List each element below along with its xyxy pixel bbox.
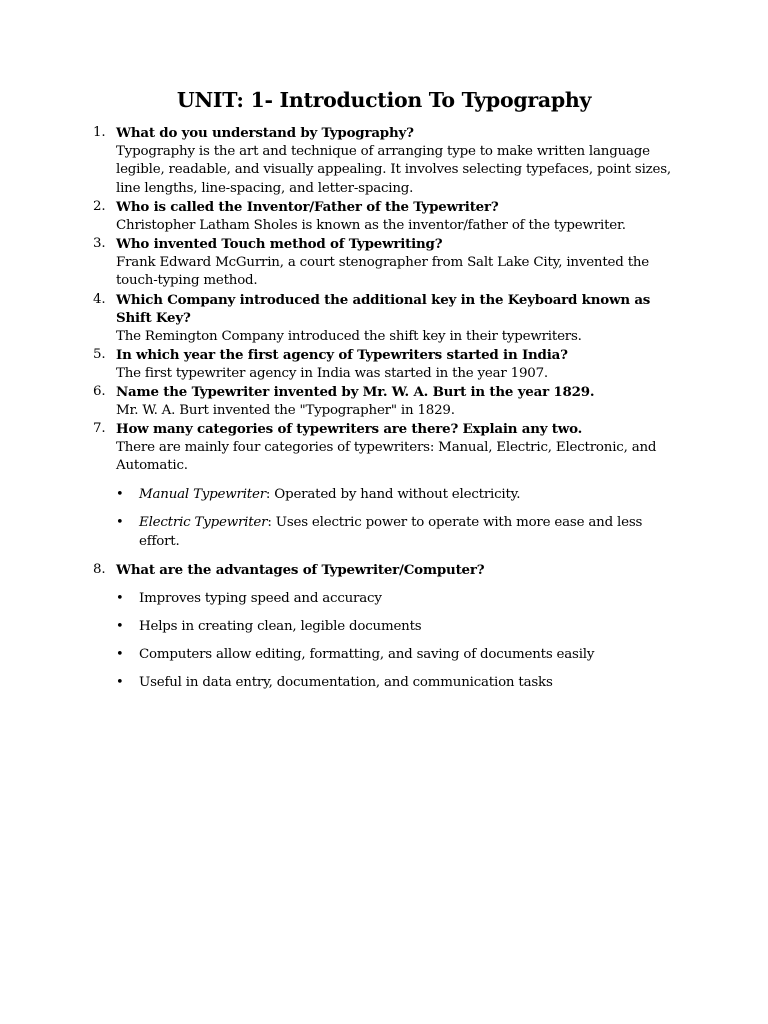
page-title: UNIT: 1- Introduction To Typography bbox=[176, 88, 592, 112]
answer-text: Mr. W. A. Burt invented the "Typographer" in 1829. bbox=[116, 402, 455, 418]
answer-text: Typography is the art and technique of arranging type to make written language legible, readable, and visually appealing. It involves selecting typefaces, point sizes, line lengths, line-spacing, and letter-spacing. bbox=[116, 143, 671, 196]
typewriter-categories-list bbox=[116, 486, 678, 552]
bullet-term: Electric Typewriter bbox=[139, 515, 268, 530]
list-item bbox=[116, 590, 678, 609]
list-item bbox=[116, 618, 678, 637]
answer-text: The first typewriter agency in India was started in the year 1907. bbox=[116, 365, 548, 381]
answer-text: Christopher Latham Sholes is known as the inventor/father of the typewriter. bbox=[116, 217, 626, 233]
question-item-3 bbox=[0, 235, 768, 291]
bullet-text: Useful in data entry, documentation, and communication tasks bbox=[139, 674, 553, 690]
list-item bbox=[116, 486, 678, 505]
question-text: How many categories of typewriters are there? Explain any two. bbox=[116, 421, 583, 437]
question-text: Which Company introduced the additional key in the Keyboard known as Shift Key? bbox=[116, 291, 651, 326]
list-item bbox=[116, 514, 678, 551]
question-item-7 bbox=[0, 420, 768, 551]
question-item-1 bbox=[0, 124, 768, 198]
question-number: 1. bbox=[93, 125, 106, 140]
bullet-text: Computers allow editing, formatting, and saving of documents easily bbox=[139, 646, 595, 662]
question-number: 2. bbox=[93, 199, 106, 214]
question-item-2 bbox=[0, 198, 768, 235]
question-text: Name the Typewriter invented by Mr. W. A. Burt in the year 1829. bbox=[116, 384, 595, 400]
bullet-icon: • bbox=[116, 590, 124, 606]
answer-text: The Remington Company introduced the shift key in their typewriters. bbox=[116, 328, 582, 344]
list-item bbox=[116, 674, 678, 693]
advantages-list bbox=[116, 590, 678, 693]
question-number: 7. bbox=[93, 421, 106, 436]
bullet-icon: • bbox=[116, 515, 124, 530]
answer-text: There are mainly four categories of typewriters: Manual, Electric, Electronic, and Automatic. bbox=[116, 439, 657, 473]
question-number: 4. bbox=[93, 291, 106, 307]
bullet-text: : Operated by hand without electricity. bbox=[265, 486, 521, 502]
bullet-icon: • bbox=[116, 486, 124, 502]
bullet-icon: • bbox=[116, 646, 124, 662]
question-text: In which year the first agency of Typewriters started in India? bbox=[116, 347, 568, 363]
bullet-text: Helps in creating clean, legible documents bbox=[139, 618, 422, 634]
question-text: Who is called the Inventor/Father of the Typewriter? bbox=[116, 199, 499, 215]
question-item-6 bbox=[0, 383, 768, 420]
answer-text: Frank Edward McGurrin, a court stenographer from Salt Lake City, invented the touch-typing method. bbox=[116, 254, 650, 288]
question-list bbox=[0, 124, 768, 692]
question-item-4 bbox=[0, 291, 768, 347]
bullet-text: : Uses electric power to operate with more ease and less effort. bbox=[139, 515, 643, 549]
question-text: What do you understand by Typography? bbox=[116, 125, 414, 141]
question-number: 5. bbox=[93, 347, 106, 362]
bullet-text: Improves typing speed and accuracy bbox=[139, 590, 382, 606]
question-text: Who invented Touch method of Typewriting? bbox=[116, 236, 443, 252]
question-number: 8. bbox=[93, 562, 106, 577]
question-number: 6. bbox=[93, 384, 106, 399]
bullet-icon: • bbox=[116, 618, 124, 634]
question-text: What are the advantages of Typewriter/Computer? bbox=[116, 562, 485, 578]
question-item-5 bbox=[0, 346, 768, 383]
bullet-term: Manual Typewriter bbox=[139, 486, 266, 502]
list-item bbox=[116, 646, 678, 665]
question-item-8 bbox=[0, 561, 768, 692]
question-number: 3. bbox=[93, 236, 106, 251]
bullet-icon: • bbox=[116, 674, 124, 690]
